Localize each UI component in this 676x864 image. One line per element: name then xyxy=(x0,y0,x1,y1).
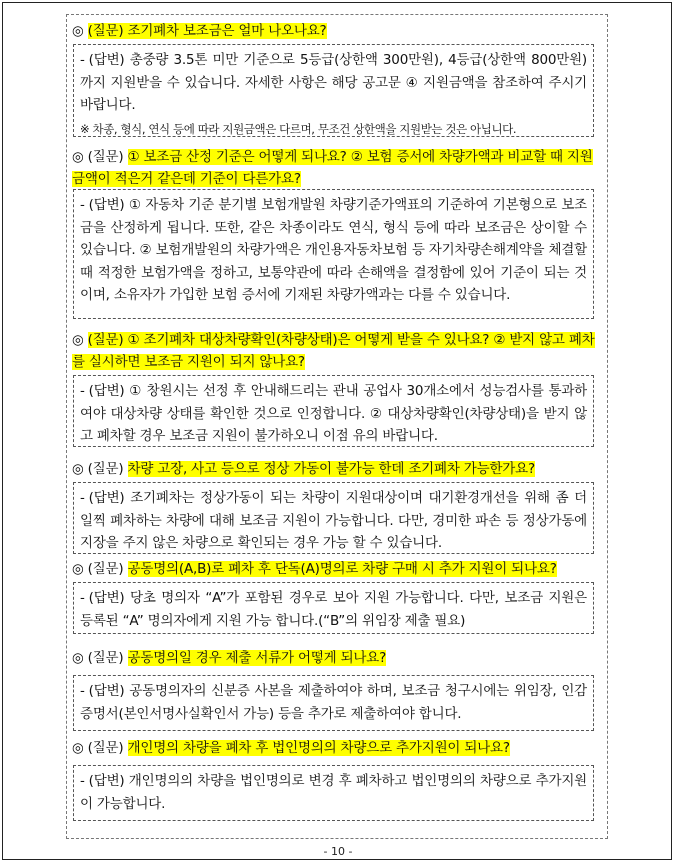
question-prefix: (질문) xyxy=(87,740,124,756)
answer-box-3: - (답변) ① 창원시는 선정 후 안내해드리는 관내 공업사 30개소에서 성능검사를 통과하여야 대상차량 상태를 확인한 것으로 인정합니다. ② 대상차량확인(차량상태)을 받지 않고 폐차할 경우 보조금 지원이 불가하오니 이점 유의 바랍니다. xyxy=(73,375,594,447)
page-number: - 10 - xyxy=(323,845,353,858)
bullet-icon: ◎ xyxy=(72,23,84,39)
question-5 xyxy=(72,558,604,580)
bullet-icon: ◎ xyxy=(72,149,84,165)
answer-box-4: - (답변) 조기폐차는 정상가동이 되는 차량이 지원대상이며 대기환경개선을 위해 좀 더 일찍 폐차하는 차량에 대해 보조금 지원이 가능합니다. 다만, 경미한 파손 등 정상가동에 지장을 주지 않은 차량으로 확인되는 경우 가능 할 수 있습니다. xyxy=(73,482,594,554)
question-2 xyxy=(72,146,604,190)
answer-text: (답변) ① 자동차 기준 분기별 보험개발원 차량기준가액표의 기준하여 기본형으로 보조금을 산정하게 됩니다. 또한, 같은 차종이라도 연식, 형식 등에 따라 보조금은 상이할 수 있습니다. ② 보험개발원의 차량가액은 개인용자동차보험 등 자기차량손해계약을 체결할 때 적정한 보험가액을 정하고, 보통약관에 따라 손해액을 결정함에 있어 기준이 되는 것이며, 소유자가 가입한 보험 증서에 기재된 차량가액과는 다를 수 있습니다. xyxy=(80,197,587,303)
answer-box-6: - (답변) 공동명의자의 신분증 사본을 제출하여야 하며, 보조금 청구시에는 위임장, 인감증명서(본인서명사실확인서 가능) 등을 추가로 제출하여야 합니다. xyxy=(73,675,594,731)
question-6 xyxy=(72,647,604,669)
bullet-icon: ◎ xyxy=(72,332,84,348)
answer-text: (답변) ① 창원시는 선정 후 안내해드리는 관내 공업사 30개소에서 성능검사를 통과하여야 대상차량 상태를 확인한 것으로 인정합니다. ② 대상차량확인(차량상태)을 받지 않고 폐차할 경우 보조금 지원이 불가하오니 이점 유의 바랍니다. xyxy=(80,383,587,444)
question-text: 공동명의일 경우 제출 서류가 어떻게 되나요? xyxy=(127,650,387,666)
question-text: (질문) 조기폐차 보조금은 얼마 나오나요? xyxy=(87,23,327,39)
bullet-icon: ◎ xyxy=(72,461,84,477)
answer-text: (답변) 총중량 3.5톤 미만 기준으로 5등급(상한액 300만원), 4등급(상한액 800만원)까지 지원받을 수 있습니다. 자세한 사항은 해당 공고문 ④ 지원금액을 참조하여 주시기 바랍니다. xyxy=(80,52,587,113)
answer-note: ※ 차종, 형식, 연식 등에 따라 지원금액은 다르며, 무조건 상한액을 지원받는 것은 아닙니다. xyxy=(80,121,517,136)
bullet-icon: ◎ xyxy=(72,650,84,666)
question-3 xyxy=(72,329,604,373)
answer-box-1: - (답변) 총중량 3.5톤 미만 기준으로 5등급(상한액 300만원), 4등급(상한액 800만원)까지 지원받을 수 있습니다. 자세한 사항은 해당 공고문 ④ 지원금액을 참조하여 주시기 바랍니다. ※ 차종, 형식, 연식 등에 따라 지원금액은 다르며, 무조건 상한액을 지원받는 것은 아닙니다. xyxy=(73,44,594,137)
answer-box-7: - (답변) 개인명의의 차량을 법인명의로 변경 후 폐차하고 법인명의의 차량으로 추가지원이 가능합니다. xyxy=(73,765,594,821)
question-text: 개인명의 차량을 폐차 후 법인명의의 차량으로 추가지원이 되나요? xyxy=(127,740,510,756)
answer-text: (답변) 개인명의의 차량을 법인명의로 변경 후 폐차하고 법인명의의 차량으로 추가지원이 가능합니다. xyxy=(80,773,587,812)
bullet-icon: ◎ xyxy=(72,740,84,756)
question-1 xyxy=(72,20,604,42)
question-text: 공동명의(A,B)로 폐차 후 단독(A)명의로 차량 구매 시 추가 지원이 되나요? xyxy=(127,561,557,577)
question-7 xyxy=(72,737,604,759)
answer-box-2: - (답변) ① 자동차 기준 분기별 보험개발원 차량기준가액표의 기준하여 기본형으로 보조금을 산정하게 됩니다. 또한, 같은 차종이라도 연식, 형식 등에 따라 보조금은 상이할 수 있습니다. ② 보험개발원의 차량가액은 개인용자동차보험 등 자기차량손해계약을 체결할 때 적정한 보험가액을 정하고, 보통약관에 따라 손해액을 결정함에 있어 기준이 되는 것이며, 소유자가 가입한 보험 증서에 기재된 차량가액과는 다를 수 있습니다. xyxy=(73,189,594,319)
bullet-icon: ◎ xyxy=(72,561,84,577)
question-text: 차량 고장, 사고 등으로 정상 가동이 불가능 한데 조기폐차 가능한가요? xyxy=(127,461,535,477)
question-prefix: (질문) xyxy=(87,650,124,666)
question-prefix: (질문) xyxy=(87,461,124,477)
question-text: (질문) ① 조기폐차 대상차량확인(차량상태)은 어떻게 받을 수 있나요? ② 받지 않고 폐차를 실시하면 보조금 지원이 되지 않나요? xyxy=(72,332,595,370)
answer-text: (답변) 조기폐차는 정상가동이 되는 차량이 지원대상이며 대기환경개선을 위해 좀 더 일찍 폐차하는 차량에 대해 보조금 지원이 가능합니다. 다만, 경미한 파손 등 정상가동에 지장을 주지 않은 차량으로 확인되는 경우 가능 할 수 있습니다. xyxy=(80,490,587,551)
answer-box-5: - (답변) 당초 명의자 “A”가 포함된 경우로 보아 지원 가능합니다. 다만, 보조금 지원은 등록된 “A” 명의자에게 지원 가능 합니다.(“B”의 위임장 제출 필요) xyxy=(73,582,594,634)
question-text: ① 보조금 산정 기준은 어떻게 되나요? ② 보험 증서에 차량가액과 비교할 때 지원 금액이 적은거 같은데 기준이 다른가요? xyxy=(72,149,593,187)
question-prefix: (질문) xyxy=(87,561,124,577)
question-prefix: (질문) xyxy=(87,149,124,165)
question-4 xyxy=(72,458,604,480)
answer-text: (답변) 공동명의자의 신분증 사본을 제출하여야 하며, 보조금 청구시에는 위임장, 인감증명서(본인서명사실확인서 가능) 등을 추가로 제출하여야 합니다. xyxy=(80,683,587,722)
answer-text: (답변) 당초 명의자 “A”가 포함된 경우로 보아 지원 가능합니다. 다만, 보조금 지원은 등록된 “A” 명의자에게 지원 가능 합니다.(“B”의 위임장 제출 필요) xyxy=(80,590,587,629)
